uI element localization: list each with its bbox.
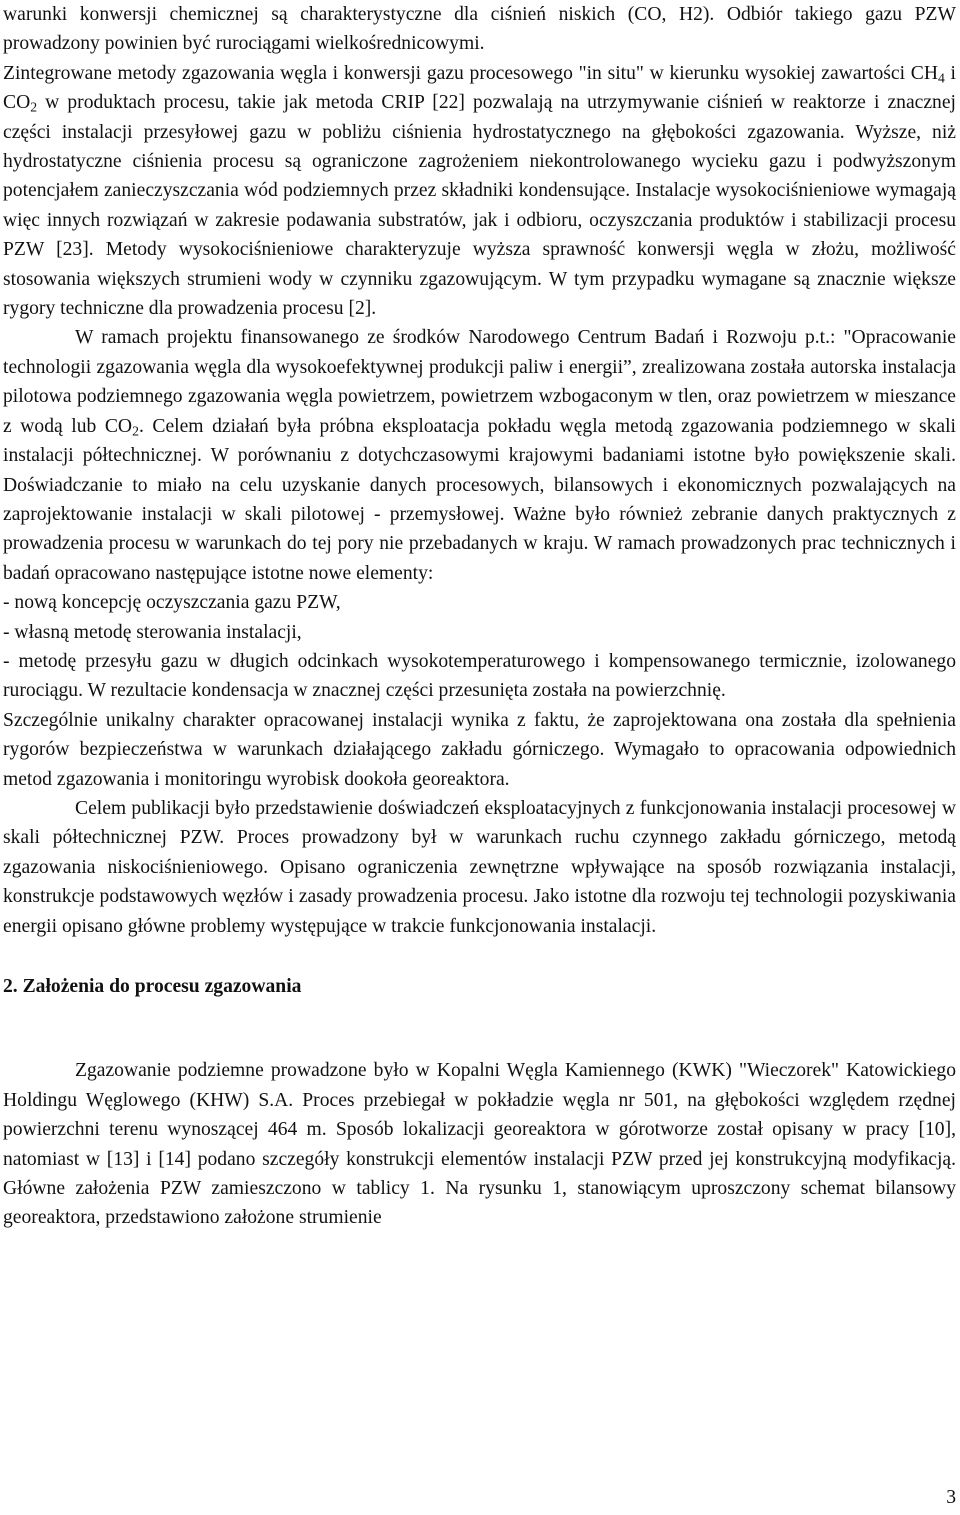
body-text-section-2 xyxy=(3,1056,956,1232)
list-item: - nową koncepcję oczyszczania gazu PZW, xyxy=(3,592,341,614)
list-item: - własną metodę sterowania instalacji, xyxy=(3,621,302,643)
paragraph-unique-character: Szczególnie unikalny charakter opracowanej instalacji wynika z faktu, że zaprojektowana ona została dla spełnienia rygorów bezpieczeństwa w warunkach działającego zakładu górniczego. Wymagało to opracowania odpowiednich metod zgazowania i monitoringu wyrobisk dookoła georeaktora. xyxy=(3,709,956,790)
subscript: 2 xyxy=(132,423,139,439)
paragraph-underground-gasification: Zgazowanie podziemne prowadzone było w Kopalni Węgla Kamiennego (KWK) "Wieczorek" Katowickiego Holdingu Węglowego (KHW) S.A. Proces przebiegał w pokładzie węgla nr 501, na głębokości względem rzędnej powierzchni terenu wynoszącej 464 m. Sposób lokalizacji georeaktora w górotworze został opisany w pracy [10], natomiast w [13] i [14] podano szczegóły konstrukcji elementów instalacji PZW przed jej konstrukcyjną modyfikacją. Główne założenia PZW zamieszczono w tablicy 1. Na rysunku 1, stanowiącym uproszczony schemat bilansowy georeaktora, przedstawiono założone strumienie xyxy=(3,1060,956,1229)
paragraph-project xyxy=(3,323,956,588)
subscript: 4 xyxy=(937,70,945,86)
paragraph-integrated-methods xyxy=(3,59,956,324)
paragraph-text: Zintegrowane metody zgazowania węgla i konwersji gazu procesowego "in situ" w kierunku wysokiej zawartości CH xyxy=(3,62,938,84)
body-text xyxy=(3,0,956,941)
section-heading: 2. Założenia do procesu zgazowania xyxy=(3,976,302,997)
paragraph-publication-goal: Celem publikacji było przedstawienie doświadczeń eksploatacyjnych z funkcjonowania instalacji procesowej w skali półtechnicznej PZW. Proces prowadzony był w warunkach ruchu czynnego zakładu górniczego, metodą zgazowania niskociśnieniowego. Opisano ograniczenia zewnętrzne wpływające na sposób rozwiązania instalacji, konstrukcje podstawowych węzłów i zasady prowadzenia procesu. Jako istotne dla rozwoju tej technologii pozyskiwania energii opisano główne problemy występujące w trakcie funkcjonowania instalacji. xyxy=(3,797,956,937)
paragraph-continuation: warunki konwersji chemicznej są charakterystyczne dla ciśnień niskich (CO, H2). Odbiór takiego gazu PZW prowadzony powinien być rurociągami wielkośrednicowymi. xyxy=(3,4,956,55)
paragraph-text: i CO xyxy=(3,62,957,114)
list-item: - metodę przesyłu gazu w długich odcinkach wysokotemperaturowego i kompensowanego termicznie, izolowanego rurociągu. W rezultacie kondensacja w znacznej części przesunięta została na powierzchnię. xyxy=(3,650,956,702)
paragraph-text: w produktach procesu, takie jak metoda CRIP [22] pozwalają na utrzymywanie ciśnień w reaktorze i znacznej części instalacji przesyłowej gazu w pobliżu ciśnienia hydrostatycznego na głębokości zgazowania. Wyższe, niż hydrostatyczne ciśnienia procesu są ograniczone zagrożeniem niekontrolowanego wycieku gazu i podwyższonym potencjałem zanieczyszczania wód podziemnych przez składniki kondensujące. Instalacje wysokociśnieniowe wymagają więc innych rozwiązań w zakresie podawania substratów, jak i odbioru, oczyszczania produktów i stabilizacji procesu PZW [23]. Metody wysokociśnieniowe charakteryzuje wyższa sprawność konwersji węgla w złożu, możliwość stosowania większych strumieni wody w czynniku zgazowującym. W tym przypadku wymagane są znacznie większe rygory techniczne dla prowadzenia procesu [2]. xyxy=(3,92,956,320)
subscript: 2 xyxy=(30,99,38,115)
paragraph-text: . Celem działań była próbna eksploatacja pokładu węgla metodą zgazowania podziemnego w skali instalacji półtechnicznej. W porównaniu z dotychczasowymi krajowymi badaniami istotne było powiększenie skali. Doświadczanie to miało na celu uzyskanie danych procesowych, bilansowych i ekonomicznych pozwalających na zaprojektowanie instalacji w skali pilotowej - przemysłowej. Ważne było również zebranie danych praktycznych z prowadzenia procesu w warunkach do tej pory nie przebadanych w kraju. W ramach prowadzonych prac technicznych i badań opracowano następujące istotne nowe elementy: xyxy=(3,415,956,584)
page-number: 3 xyxy=(946,1487,956,1508)
paragraph-text: W ramach projektu finansowanego ze środków Narodowego Centrum Badań i Rozwoju p.t.: "Opracowanie technologii zgazowania węgla dla wysokoefektywnej produkcji paliw i energii”, zrealizowana została autorska instalacja pilotowa podziemnego zgazowania węgla powietrzem, powietrzem wzbogaconym w tlen, oraz powietrzem w mieszance z wodą lub CO xyxy=(3,327,956,437)
